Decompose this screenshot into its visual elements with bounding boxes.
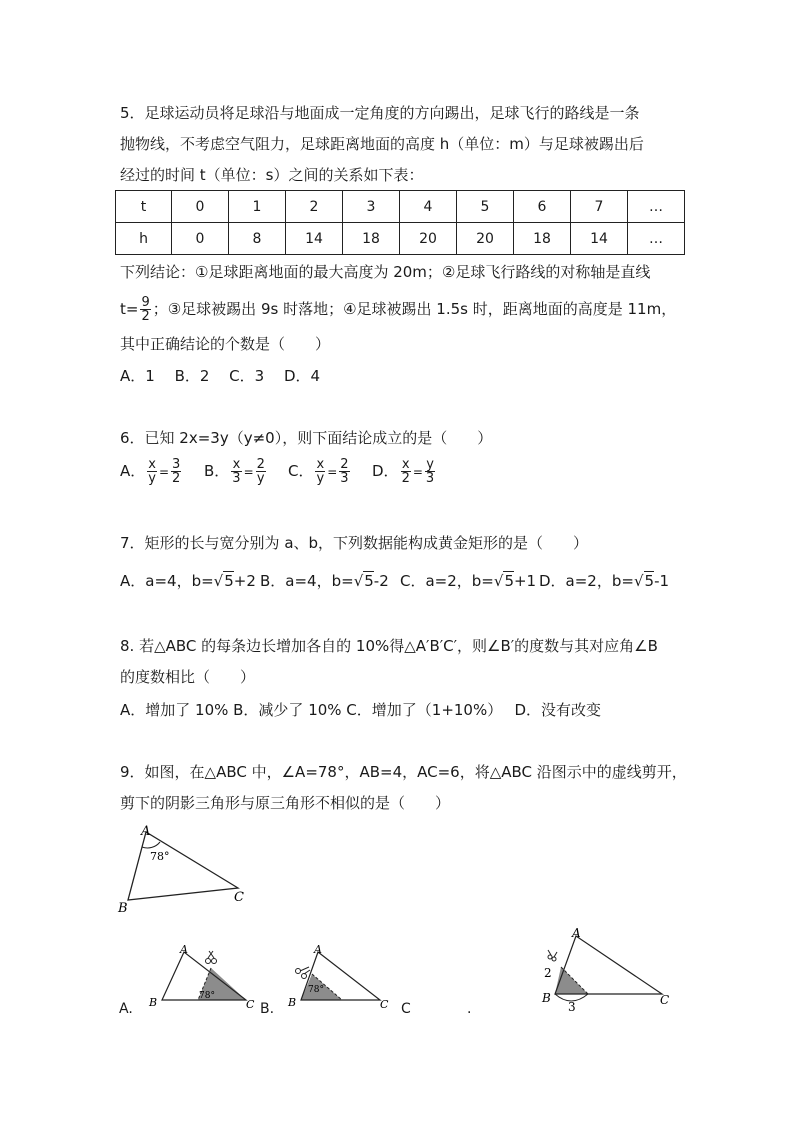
t-equals: t= xyxy=(120,300,139,318)
q5-line1: 5．足球运动员将足球沿与地面成一定角度的方向踢出，足球飞行的路线是一条 xyxy=(120,104,640,122)
table-row-h xyxy=(116,223,685,255)
q5-line5-rest: ；③足球被踢出 9s 时落地；④足球被踢出 1.5s 时，距离地面的高度是 11m， xyxy=(152,300,677,318)
q9-option-a-figure xyxy=(146,942,264,1016)
table-cell: 14 xyxy=(286,223,343,255)
table-cell: 5 xyxy=(457,191,514,223)
table-cell: 4 xyxy=(400,191,457,223)
q5-line2: 抛物线，不考虑空气阻力，足球距离地面的高度 h（单位：m）与足球被踢出后 xyxy=(120,135,644,153)
scissors-icon xyxy=(548,950,557,961)
q6-option-a: A． $\frac{x}{y}$ = $\frac{3}{2}$ xyxy=(120,457,181,486)
table-cell: 0 xyxy=(172,191,229,223)
figb-label-c: C xyxy=(380,998,389,1011)
q9-line1: 9．如图，在△ABC 中，∠A=78°，AB=4，AC=6，将△ABC 沿图示中的虚线剪开， xyxy=(120,763,687,781)
q7-option-b: B．a=4，b=√5-2 xyxy=(260,572,389,590)
main-label-b: B xyxy=(118,901,128,916)
table-cell: 2 xyxy=(286,191,343,223)
figc-side-3: 3 xyxy=(568,1000,576,1014)
q9-line2: 剪下的阴影三角形与原三角形不相似的是（ ） xyxy=(120,794,451,812)
table-cell: 3 xyxy=(343,191,400,223)
q5-line5 xyxy=(120,294,676,324)
table-cell: 14 xyxy=(571,223,628,255)
q7-stem: 7．矩形的长与宽分别为 a、b，下列数据能构成黄金矩形的是（ ） xyxy=(120,534,589,552)
q5-table xyxy=(115,190,685,255)
q9-option-a-label: A. xyxy=(119,1001,133,1017)
q5-options: A．1 B．2 C．3 D．4 xyxy=(120,367,321,385)
q8-options: A．增加了 10% B．减少了 10% C．增加了（1+10%） D．没有改变 xyxy=(120,701,602,719)
q6-option-c: C． $\frac{x}{y}$ = $\frac{2}{3}$ xyxy=(288,457,349,486)
q9-option-c-label: C xyxy=(401,1001,411,1017)
table-cell: 20 xyxy=(400,223,457,255)
figa-label-b: B xyxy=(149,996,158,1009)
fraction-9-over-2: $\frac{9}{2}$ xyxy=(141,295,150,324)
main-label-c: C xyxy=(234,890,244,905)
q6-stem: 6．已知 2x=3y（y≠0），则下面结论成立的是（ ） xyxy=(120,429,493,447)
table-cell: 1 xyxy=(229,191,286,223)
main-angle-label: 78° xyxy=(150,850,170,863)
q5-line6: 其中正确结论的个数是（ ） xyxy=(120,335,331,353)
table-cell: t xyxy=(116,191,172,223)
q6-option-b: B． $\frac{x}{3}$ = $\frac{2}{y}$ xyxy=(204,457,265,486)
q9-option-b-label: B. xyxy=(260,1001,275,1017)
table-cell: … xyxy=(628,191,685,223)
figb-label-b: B xyxy=(288,996,297,1009)
table-cell: 7 xyxy=(571,191,628,223)
q7-option-a: A．a=4，b=√5+2 xyxy=(120,572,256,590)
q9-option-c-figure xyxy=(528,922,678,1014)
table-cell: 6 xyxy=(514,191,571,223)
table-cell: 20 xyxy=(457,223,514,255)
q5-line4: 下列结论：①足球距离地面的最大高度为 20m；②足球飞行路线的对称轴是直线 xyxy=(120,263,651,281)
figb-angle-label: 78° xyxy=(308,985,324,995)
q8-line2: 的度数相比（ ） xyxy=(120,668,256,686)
table-cell: 0 xyxy=(172,223,229,255)
figa-label-c: C xyxy=(246,998,255,1011)
figa-label-a: A xyxy=(180,943,188,956)
figc-label-a: A xyxy=(572,926,581,940)
q9-main-triangle xyxy=(110,822,260,917)
q7-option-d: D．a=2，b=√5-1 xyxy=(539,572,670,590)
table-cell: 18 xyxy=(514,223,571,255)
q9-option-c-dot: . xyxy=(467,1001,472,1017)
table-row-t xyxy=(116,191,685,223)
figc-label-c: C xyxy=(660,993,670,1007)
q5-line3: 经过的时间 t（单位：s）之间的关系如下表： xyxy=(120,166,424,184)
figa-angle-label: 78° xyxy=(199,991,215,1001)
scissors-icon xyxy=(206,951,217,964)
q8-line1: 8. 若△ABC 的每条边长增加各自的 10%得△A′B′C′，则∠B′的度数与其对应角∠B xyxy=(120,637,658,655)
q7-option-c: C．a=2，b=√5+1 xyxy=(400,572,537,590)
table-cell: … xyxy=(628,223,685,255)
q9-option-b-figure xyxy=(282,942,400,1016)
figb-label-a: A xyxy=(314,943,322,956)
scissors-icon xyxy=(296,967,311,979)
table-cell: 18 xyxy=(343,223,400,255)
table-cell: 8 xyxy=(229,223,286,255)
figc-label-b: B xyxy=(542,991,551,1005)
figc-side-2: 2 xyxy=(544,966,552,980)
q6-option-d: D． $\frac{x}{2}$ = $\frac{y}{3}$ xyxy=(372,457,435,486)
table-cell: h xyxy=(116,223,172,255)
main-label-a: A xyxy=(141,824,151,839)
